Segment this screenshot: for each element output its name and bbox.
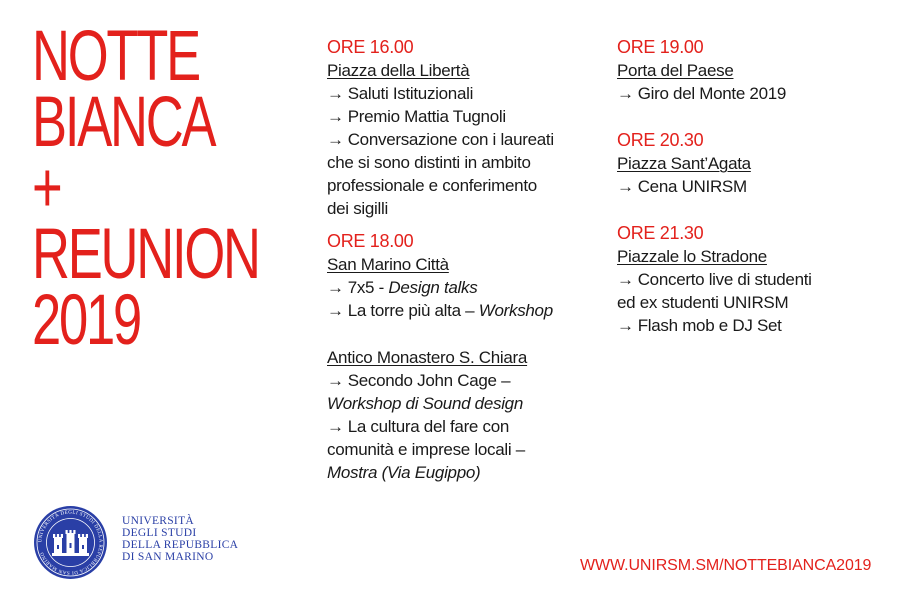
program-item-continued: ed ex studenti UNIRSM — [617, 293, 789, 312]
program-item: → Conversazione con i laureati — [327, 130, 554, 149]
program-item-continued: che si sono distinti in ambito — [327, 153, 531, 172]
schedule-column-right — [617, 36, 857, 347]
arrow-icon: → — [327, 107, 344, 126]
university-seal-icon — [33, 505, 108, 580]
schedule-block-2030 — [617, 129, 857, 198]
seal-ring-text: UNIVERSITÀ DEGLI STUDI DELLA REPUBBLICA DI SAN MARINO — [38, 510, 103, 575]
program-item-continued: Workshop di Sound design — [327, 394, 523, 413]
arrow-icon: → — [617, 177, 634, 196]
university-name-line: DI SAN MARINO — [122, 551, 214, 563]
website-link[interactable]: WWW.UNIRSM.SM/NOTTEBIANCA2019 — [580, 557, 872, 574]
time-label: ORE 16.00 — [327, 37, 414, 57]
program-item: → Premio Mattia Tugnoli — [327, 107, 506, 126]
university-name — [122, 515, 238, 563]
university-name-line: DELLA REPUBBLICA — [122, 539, 239, 551]
schedule-block-santa-chiara — [327, 346, 589, 484]
program-item-continued: dei sigilli — [327, 199, 388, 218]
program-item: → 7x5 - Design talks — [327, 278, 478, 297]
venue-label: Piazza Sant’Agata — [617, 154, 751, 173]
program-item-continued: comunità e imprese locali – — [327, 440, 525, 459]
program-item: → La torre più alta – Workshop — [327, 301, 553, 320]
schedule-block-1800 — [327, 230, 589, 322]
arrow-icon: → — [617, 270, 634, 289]
university-name-line: UNIVERSITÀ — [122, 515, 194, 527]
program-item: → Secondo John Cage – — [327, 371, 511, 390]
title-line-2: BIANCA — [32, 83, 215, 162]
arrow-icon: → — [327, 371, 344, 390]
venue-label: San Marino Città — [327, 255, 449, 274]
title-line-3: + — [32, 149, 61, 228]
arrow-icon: → — [327, 301, 344, 320]
title-line-5: 2019 — [32, 281, 141, 360]
time-label: ORE 19.00 — [617, 37, 704, 57]
arrow-icon: → — [327, 417, 344, 436]
title-line-1: NOTTE — [32, 17, 199, 96]
program-item: → Giro del Monte 2019 — [617, 84, 787, 103]
title-line-4: REUNION — [32, 215, 259, 294]
program-item: → Saluti Istituzionali — [327, 84, 474, 103]
program-item: → La cultura del fare con — [327, 417, 510, 436]
arrow-icon: → — [617, 316, 634, 335]
program-item: → Flash mob e DJ Set — [617, 316, 782, 335]
venue-label: Antico Monastero S. Chiara — [327, 348, 528, 367]
university-name-line: DEGLI STUDI — [122, 527, 197, 539]
time-label: ORE 20.30 — [617, 130, 704, 150]
program-item: → Cena UNIRSM — [617, 177, 747, 196]
venue-label: Porta del Paese — [617, 61, 734, 80]
time-label: ORE 18.00 — [327, 231, 414, 251]
event-title — [32, 17, 259, 360]
program-item-continued: professionale e conferimento — [327, 176, 537, 195]
venue-label: Piazzale lo Stradone — [617, 247, 767, 266]
arrow-icon: → — [617, 84, 634, 103]
venue-label: Piazza della Libertà — [327, 61, 470, 80]
schedule-block-1900 — [617, 36, 857, 105]
arrow-icon: → — [327, 278, 344, 297]
arrow-icon: → — [327, 130, 344, 149]
time-label: ORE 21.30 — [617, 223, 704, 243]
seal-graphic — [33, 505, 108, 580]
schedule-block-2130 — [617, 222, 857, 337]
program-item: → Concerto live di studenti — [617, 270, 812, 289]
arrow-icon: → — [327, 84, 344, 103]
program-item-continued: Mostra (Via Eugippo) — [327, 463, 481, 482]
schedule-column-left — [327, 36, 589, 494]
schedule-block-1600 — [327, 36, 589, 220]
